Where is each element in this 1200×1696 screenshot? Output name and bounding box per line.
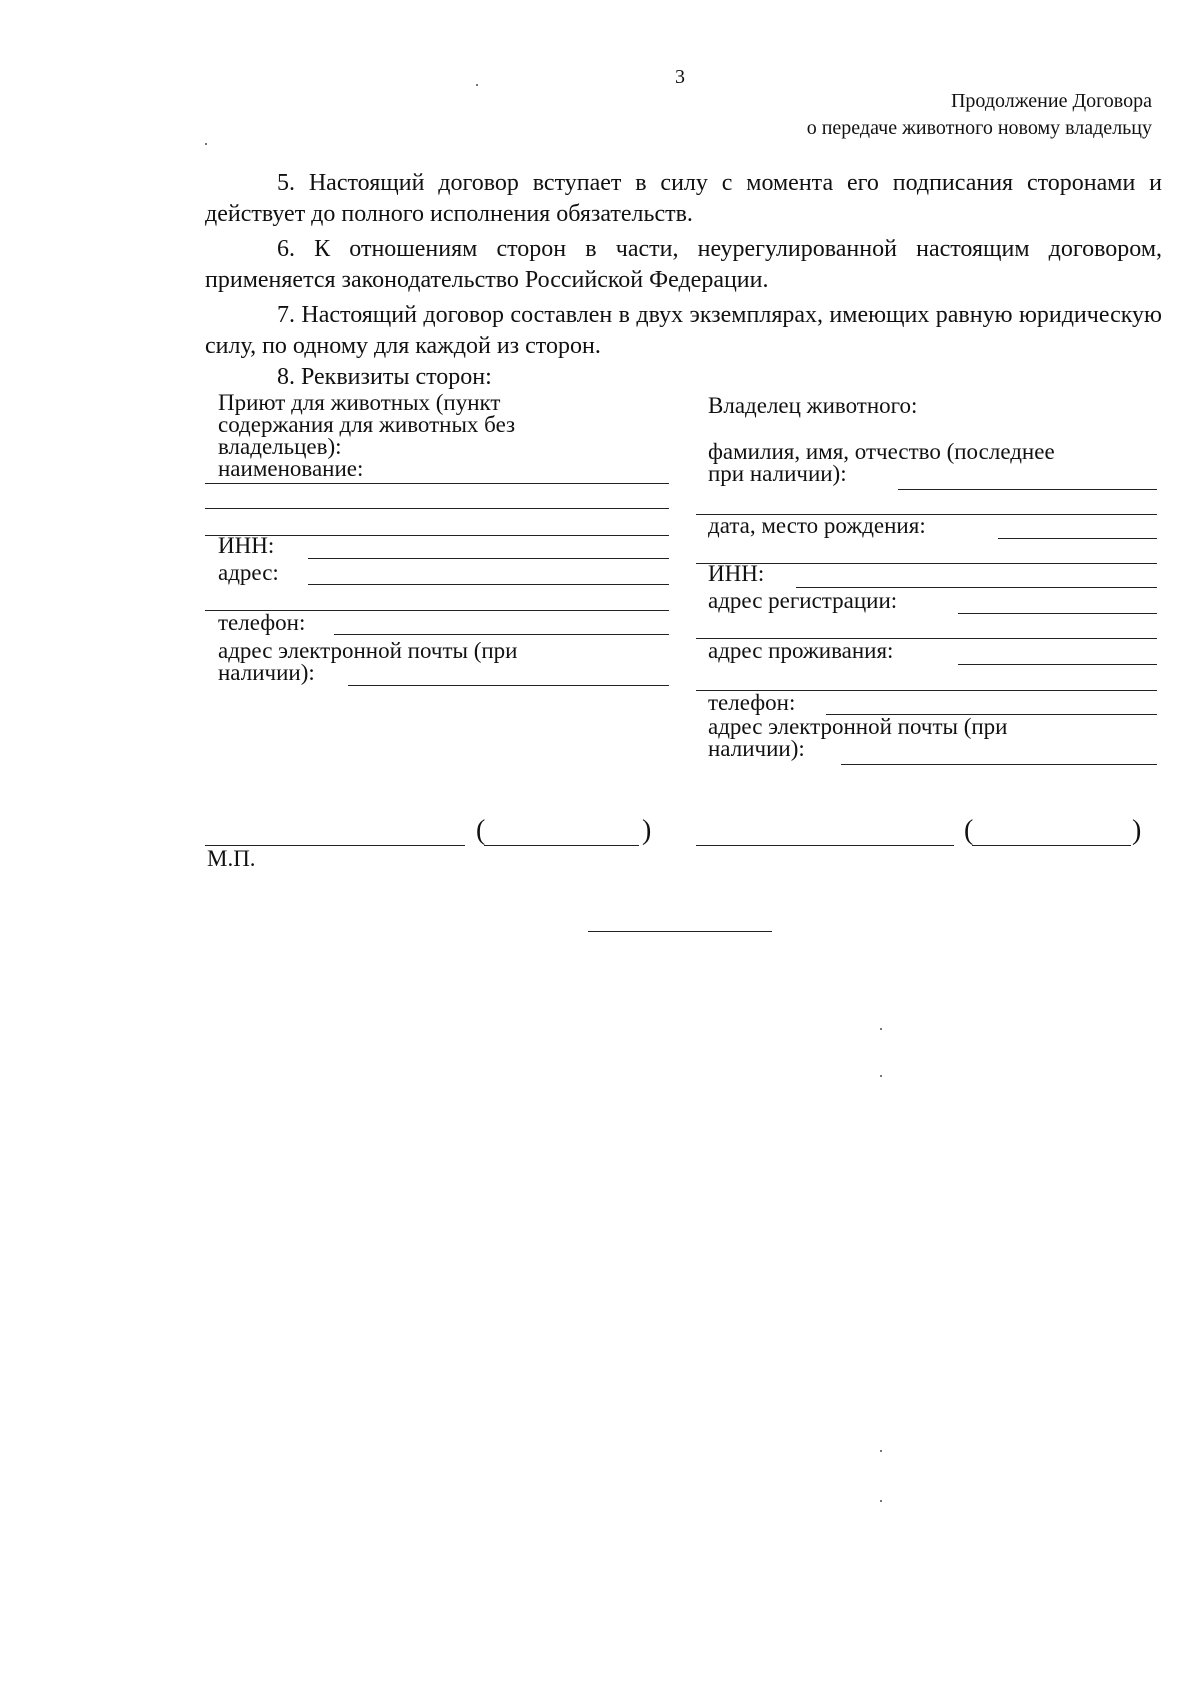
scan-speck <box>880 1075 882 1077</box>
scan-speck <box>476 84 478 86</box>
left-email-label-2: наличии): <box>218 660 315 685</box>
left-address-line[interactable] <box>308 584 669 585</box>
header-title: Продолжение Договора <box>950 90 1152 112</box>
right-email-label-2: наличии): <box>708 736 805 761</box>
scan-speck <box>880 1450 882 1452</box>
left-signature-name-line[interactable] <box>484 845 639 846</box>
left-heading-3: владельцев): <box>218 434 342 459</box>
clause-6 <box>205 234 1162 296</box>
left-name-line-2[interactable] <box>205 508 669 509</box>
right-signature-name-line[interactable] <box>972 845 1131 846</box>
left-signature-close-paren: ) <box>642 815 652 846</box>
left-name-line-3[interactable] <box>205 535 669 536</box>
right-signature-open-paren: ( <box>964 815 974 846</box>
clause-5 <box>205 168 1162 230</box>
header-subtitle: о передаче животного новому владельцу <box>806 117 1152 139</box>
right-birth-line[interactable] <box>998 538 1157 539</box>
left-email-line[interactable] <box>348 685 669 686</box>
left-name-label: наименование: <box>218 456 364 481</box>
scan-speck <box>880 1028 882 1030</box>
clause-8-text: 8. Реквизиты сторон: <box>277 364 492 390</box>
left-heading-1: Приют для животных (пункт <box>218 390 501 415</box>
end-separator <box>588 931 772 932</box>
right-phone-label: телефон: <box>708 690 796 715</box>
left-address-label: адрес: <box>218 560 279 585</box>
left-signature-open-paren: ( <box>476 815 486 846</box>
right-live-address-label: адрес проживания: <box>708 638 894 663</box>
right-fio-line[interactable] <box>898 489 1157 490</box>
clause-7-text: 7. Настоящий договор составлен в двух экземплярах, имеющих равную юридическую силу, по одному для каждой из сторон. <box>205 302 1162 359</box>
clause-7 <box>205 300 1162 362</box>
right-reg-address-line[interactable] <box>958 613 1157 614</box>
right-signature-close-paren: ) <box>1132 815 1142 846</box>
right-birth-line-2[interactable] <box>696 563 1157 564</box>
left-phone-label: телефон: <box>218 610 306 635</box>
left-phone-line[interactable] <box>334 634 669 635</box>
right-inn-label: ИНН: <box>708 561 765 586</box>
right-email-label-1: адрес электронной почты (при <box>708 714 1008 739</box>
stamp-label: М.П. <box>207 846 256 871</box>
right-signature-line[interactable] <box>696 845 954 846</box>
left-heading-2: содержания для животных без <box>218 412 516 437</box>
right-fio-label-2: при наличии): <box>708 461 847 486</box>
left-inn-label: ИНН: <box>218 533 275 558</box>
page-number: 3 <box>675 66 685 88</box>
right-birth-label: дата, место рождения: <box>708 513 926 538</box>
right-reg-address-label: адрес регистрации: <box>708 588 898 613</box>
scan-speck <box>880 1500 882 1502</box>
clause-6-text: 6. К отношениям сторон в части, неурегулированной настоящим договором, применяется законодательство Российской Федерации. <box>205 236 1162 293</box>
clause-5-text: 5. Настоящий договор вступает в силу с момента его подписания сторонами и действует до полного исполнения обязательств. <box>205 170 1162 227</box>
left-inn-line[interactable] <box>308 558 669 559</box>
clause-8 <box>205 362 1162 393</box>
right-live-address-line[interactable] <box>958 664 1157 665</box>
left-name-line[interactable] <box>205 483 669 484</box>
right-fio-label-1: фамилия, имя, отчество (последнее <box>708 439 1055 464</box>
right-email-line[interactable] <box>841 764 1157 765</box>
left-email-label-1: адрес электронной почты (при <box>218 638 518 663</box>
right-heading: Владелец животного: <box>708 393 918 418</box>
scan-speck <box>205 143 207 145</box>
